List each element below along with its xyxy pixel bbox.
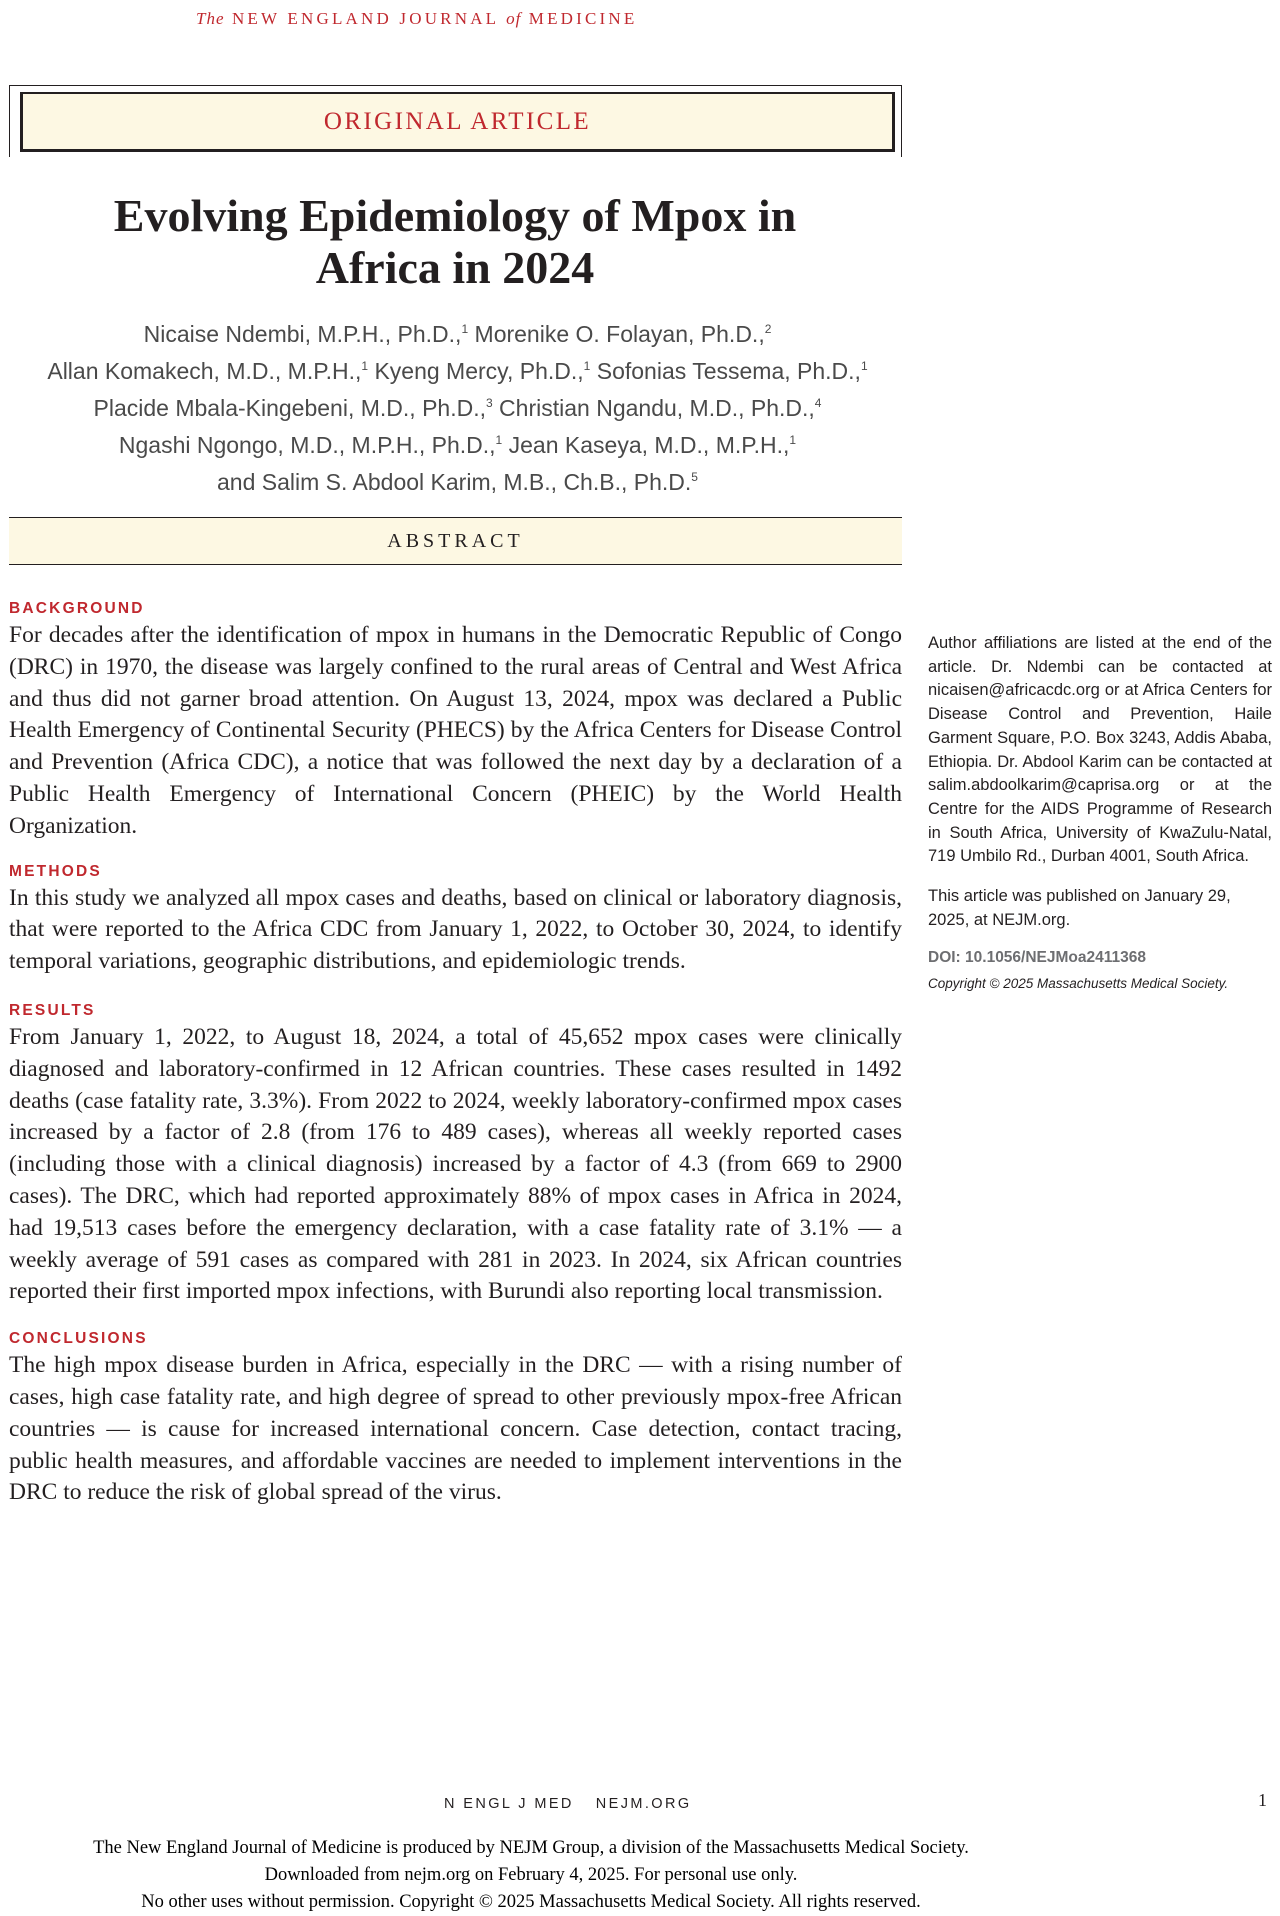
section-text: From January 1, 2022, to August 18, 2024, a total of 45,652 mpox cases were clinically diagnosed and laboratory-confirmed in 12 African countries. These cases resulted in 1492 deaths (case fatality rate, 3.3%). From 2022 to 2024, weekly laboratory-confirmed mpox cases increased by a factor of 2.8 (from 176 to 489 cases), whereas all weekly reported cases (including those with a clinical diagnosis) increased by a factor of 4.3 (from 669 to 2900 cases). The DRC, which had reported approximately 88% of mpox cases in Africa in 2024, had 19,513 cases before the emergency declaration, with a case fatality rate of 3.1% — a weekly average of 591 cases as compared with 281 in 2023. In 2024, six African countries reported their first imported mpox infections, with Burundi also reporting local transmission. bbox=[9, 1023, 902, 1305]
copyright-note: Copyright © 2025 Massachusetts Medical Society. bbox=[928, 976, 1229, 992]
legal-notice bbox=[0, 1835, 1062, 1916]
sidebar-notes bbox=[928, 632, 1272, 996]
author-name: and Salim S. Abdool Karim, M.B., Ch.B., Ph.D. bbox=[217, 469, 692, 495]
affiliation-marker: 1 bbox=[583, 359, 591, 373]
author-name: Ngashi Ngongo, M.D., M.P.H., Ph.D., bbox=[118, 432, 496, 458]
author-name: Sofonias Tessema, Ph.D., bbox=[590, 358, 861, 384]
affiliation-marker: 5 bbox=[691, 470, 698, 484]
legal-line: The New England Journal of Medicine is produced by NEJM Group, a division of the Massachusetts Medical Society. bbox=[93, 1838, 969, 1858]
section-text: In this study we analyzed all mpox cases and deaths, based on clinical or laboratory diagnosis, that were reported to the Africa CDC from January 1, 2022, to October 30, 2024, to identify temporal variations, geographic distributions, and epidemiologic trends. bbox=[9, 884, 902, 975]
running-head-of: of bbox=[506, 9, 522, 28]
author-affiliations: Author affiliations are listed at the end of the article. Dr. Ndembi can be contacted at nicaisen@africacdc.org or at Africa Centers for Disease Control and Prevention, Haile Garment Square, P.O. Box 3243, Addis Ababa, Ethiopia. Dr. Abdool Karim can be contacted at salim.abdoolkarim@caprisa.org or at the Centre for the AIDS Programme of Research in South Africa, University of KwaZulu-Natal, 719 Umbilo Rd., Durban 4001, South Africa. bbox=[928, 634, 1272, 866]
affiliation-marker: 1 bbox=[461, 322, 469, 336]
footer-journal bbox=[444, 1796, 692, 1812]
running-head-the: The bbox=[196, 9, 225, 28]
author-name: Allan Komakech, M.D., M.P.H., bbox=[47, 358, 362, 384]
footer-journal-abbrev: N ENGL J MED bbox=[444, 1796, 574, 1812]
author-line bbox=[0, 387, 915, 424]
running-head bbox=[196, 9, 637, 29]
legal-line: No other uses without permission. Copyright © 2025 Massachusetts Medical Society. All rights reserved. bbox=[141, 1892, 921, 1912]
affiliation-marker: 2 bbox=[764, 322, 772, 336]
section-heading: METHODS bbox=[9, 862, 102, 880]
affiliation-marker: 3 bbox=[485, 396, 493, 410]
running-head-medicine: MEDICINE bbox=[528, 9, 638, 28]
section-results bbox=[9, 1002, 902, 1308]
page-number: 1 bbox=[1258, 1790, 1267, 1810]
abstract-label: ABSTRACT bbox=[387, 529, 524, 552]
affiliation-marker: 1 bbox=[860, 359, 868, 373]
article-title: Evolving Epidemiology of Mpox in Africa in 2024 bbox=[113, 190, 797, 293]
author-line bbox=[0, 424, 915, 461]
doi-link[interactable]: DOI: 10.1056/NEJMoa2411368 bbox=[928, 949, 1146, 967]
affiliation-marker: 1 bbox=[495, 433, 503, 447]
affiliation-marker: 1 bbox=[789, 433, 797, 447]
author-line bbox=[0, 350, 915, 387]
author-name: Jean Kaseya, M.D., M.P.H., bbox=[502, 432, 790, 458]
publication-note: This article was published on January 29, 2025, at NEJM.org. bbox=[928, 887, 1231, 929]
author-name: Nicaise Ndembi, M.P.H., Ph.D., bbox=[143, 321, 462, 347]
author-name: Kyeng Mercy, Ph.D., bbox=[368, 358, 584, 384]
legal-line: Downloaded from nejm.org on February 4, 2025. For personal use only. bbox=[264, 1865, 798, 1885]
author-name: Placide Mbala-Kingebeni, M.D., Ph.D., bbox=[93, 395, 486, 421]
author-list bbox=[0, 313, 915, 498]
author-line bbox=[0, 313, 915, 350]
author-line bbox=[0, 461, 915, 498]
section-conclusions bbox=[9, 1330, 902, 1509]
abstract-body bbox=[9, 600, 902, 1509]
affiliation-marker: 4 bbox=[814, 396, 822, 410]
section-methods bbox=[9, 863, 902, 978]
footer-site[interactable]: NEJM.ORG bbox=[595, 1796, 692, 1812]
section-heading: BACKGROUND bbox=[9, 600, 145, 617]
section-heading: CONCLUSIONS bbox=[9, 1330, 148, 1348]
section-background bbox=[9, 600, 902, 843]
affiliation-marker: 1 bbox=[361, 359, 369, 373]
section-heading: RESULTS bbox=[9, 1001, 96, 1019]
abstract-header bbox=[9, 517, 902, 565]
article-type-label: ORIGINAL ARTICLE bbox=[323, 107, 592, 135]
running-head-journal: NEW ENGLAND JOURNAL bbox=[231, 9, 499, 28]
author-name: Morenike O. Folayan, Ph.D., bbox=[468, 321, 765, 347]
section-text: The high mpox disease burden in Africa, especially in the DRC — with a rising number of cases, high case fatality rate, and high degree of spread to other previously mpox-free African countries — is cause for increased international concern. Case detection, contact tracing, public health measures, and affordable vaccines are needed to implement interventions in the DRC to reduce the risk of global spread of the virus. bbox=[9, 1352, 902, 1506]
section-text: For decades after the identification of mpox in humans in the Democratic Republic of Congo (DRC) in 1970, the disease was largely confined to the rural areas of Central and West Africa and thus did not garner broad attention. On August 13, 2024, mpox was declared a Public Health Emergency of Continental Security (PHECS) by the Africa Centers for Disease Control and Prevention (Africa CDC), a notice that was followed the next day by a declaration of a Public Health Emergency of International Concern (PHEIC) by the World Health Organization. bbox=[9, 622, 902, 839]
author-name: Christian Ngandu, M.D., Ph.D., bbox=[492, 395, 815, 421]
article-type-banner bbox=[20, 92, 895, 152]
